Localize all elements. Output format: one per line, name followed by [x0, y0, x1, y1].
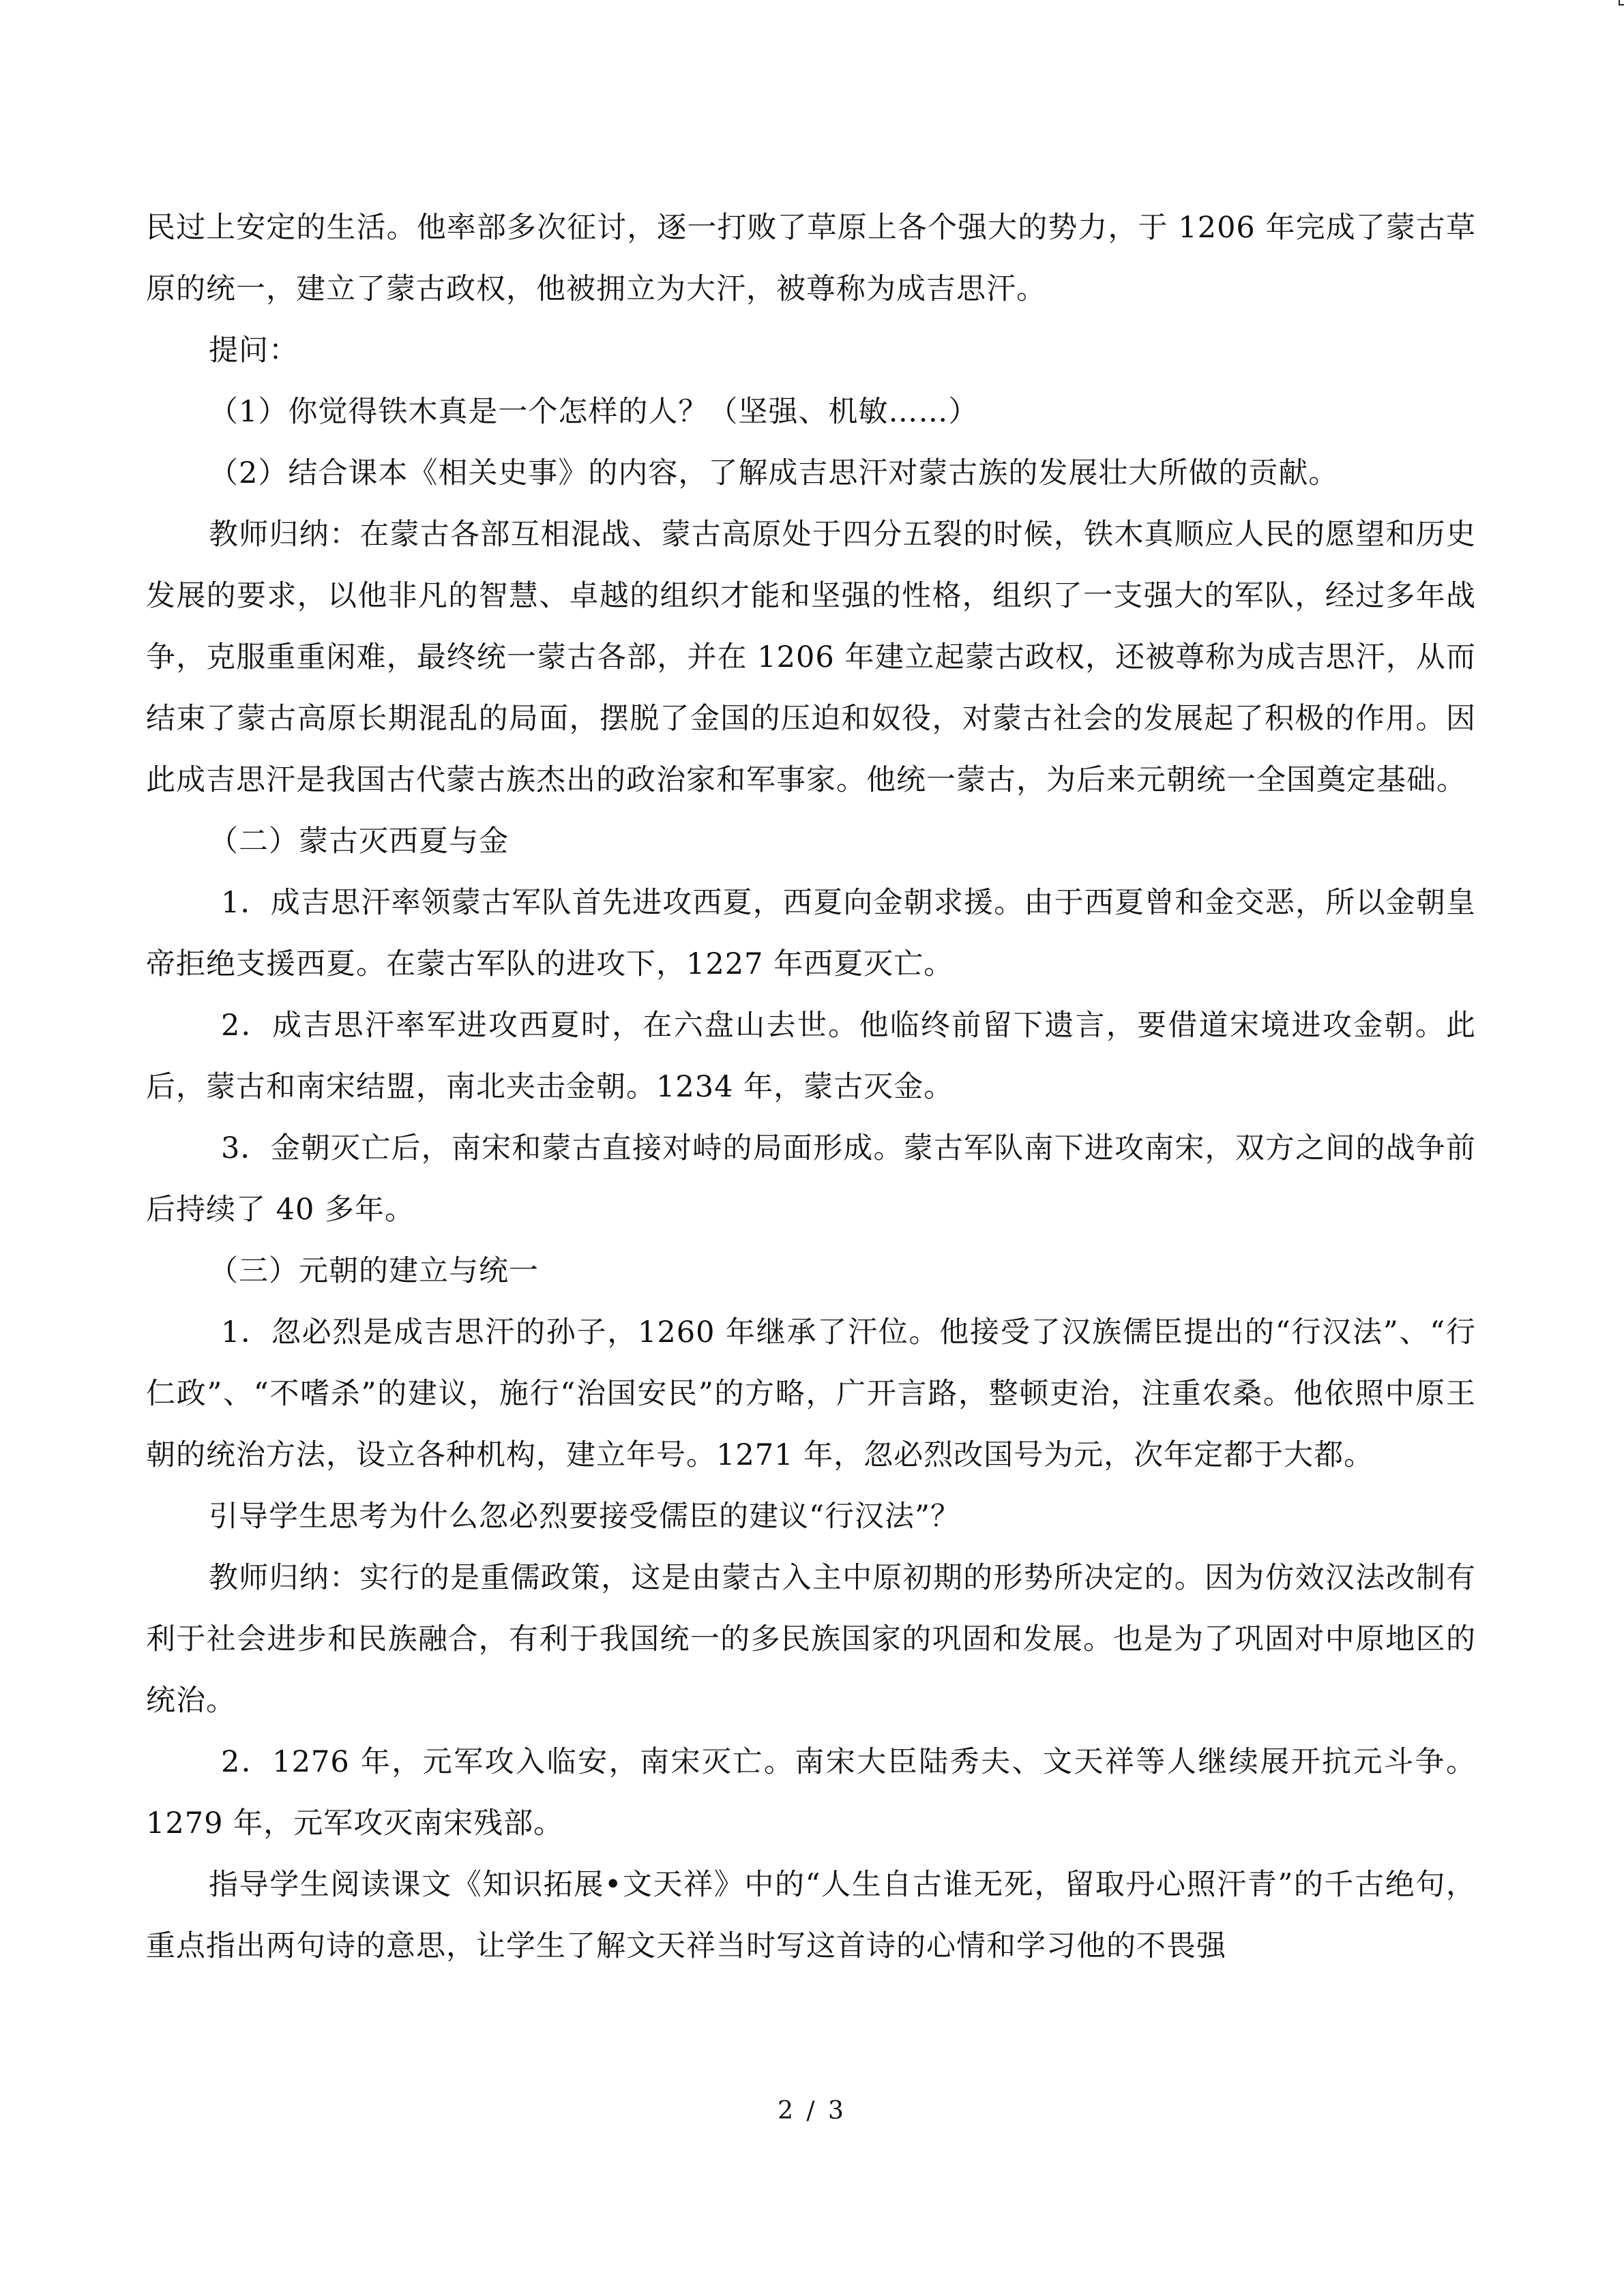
paragraph-reading-guide: 指导学生阅读课文《知识拓展•文天祥》中的“人生自古谁无死，留取丹心照汗青”的千古绝句，重点指出两句诗的意思，让学生了解文天祥当时写这首诗的心情和学习他的不畏强	[146, 1868, 1476, 1963]
list-item: 3．金朝灭亡后，南宋和蒙古直接对峙的局面形成。蒙古军队南下进攻南宋，双方之间的战争前后持续了 40 多年。	[146, 1131, 1476, 1227]
paragraph-question-1: （1）你觉得铁木真是一个怎样的人？（坚强、机敏……）	[209, 395, 979, 429]
section-heading-2: （二）蒙古灭西夏与金	[209, 824, 509, 859]
paragraph-teacher-summary-1: 教师归纳：在蒙古各部互相混战、蒙古高原处于四分五裂的时候，铁木真顺应人民的愿望和历史发展的要求，以他非凡的智慧、卓越的组织才能和坚强的性格，组织了一支强大的军队，经过多年战争，克服重重闲难，最终统一蒙古各部，并在 1206 年建立起蒙古政权，还被尊称为成吉思汗，从而结束了蒙古高原长期混乱的局面，摆脱了金国的压迫和奴役，对蒙古社会的发展起了积极的作用。因此成吉思汗是我国古代蒙古族杰出的政治家和军事家。他统一蒙古，为后来元朝统一全国奠定基础。	[146, 518, 1476, 797]
document-body	[146, 197, 1476, 1977]
paragraph-teacher-summary-2: 教师归纳：实行的是重儒政策，这是由蒙古入主中原初期的形势所决定的。因为仿效汉法改制有利于社会进步和民族融合，有利于我国统一的多民族国家的巩固和发展。也是为了巩固对中原地区的统治。	[146, 1561, 1476, 1718]
list-item: 1．成吉思汗率领蒙古军队首先进攻西夏，西夏向金朝求援。由于西夏曾和金交恶，所以金朝皇帝拒绝支援西夏。在蒙古军队的进攻下，1227 年西夏灭亡。	[146, 886, 1476, 981]
list-item: 2．1276 年，元军攻入临安，南宋灭亡。南宋大臣陆秀夫、文天祥等人继续展开抗元斗争。1279 年，元军攻灭南宋残部。	[146, 1745, 1476, 1840]
list-item: 1．忽必烈是成吉思汗的孙子，1260 年继承了汗位。他接受了汉族儒臣提出的“行汉法”、“行仁政”、“不嗜杀”的建议，施行“治国安民”的方略，广开言路，整顿吏治，注重农桑。他依照中原王朝的统治方法，设立各种机构，建立年号。1271 年，忽必烈改国号为元，次年定都于大都。	[146, 1315, 1476, 1472]
page-number: 2 / 3	[778, 2097, 846, 2125]
paragraph-question-2: （2）结合课本《相关史事》的内容，了解成吉思汗对蒙古族的发展壮大所做的贡献。	[209, 456, 1339, 490]
section-heading-3: （三）元朝的建立与统一	[209, 1254, 539, 1288]
list-item: 2．成吉思汗率军进攻西夏时，在六盘山去世。他临终前留下遗言，要借道宋境进攻金朝。此后，蒙古和南宋结盟，南北夹击金朝。1234 年，蒙古灭金。	[146, 1009, 1476, 1104]
paragraph-continuation: 民过上安定的生活。他率部多次征讨，逐一打败了草原上各个强大的势力，于 1206 年完成了蒙古草原的统一，建立了蒙古政权，他被拥立为大汗，被尊称为成吉思汗。	[146, 211, 1476, 306]
paragraph-guided-question: 引导学生思考为什么忽必烈要接受儒臣的建议“行汉法”？	[209, 1500, 960, 1534]
paragraph-question-prompt: 提问：	[209, 333, 299, 368]
page-corner-mark	[1619, 0, 1624, 5]
